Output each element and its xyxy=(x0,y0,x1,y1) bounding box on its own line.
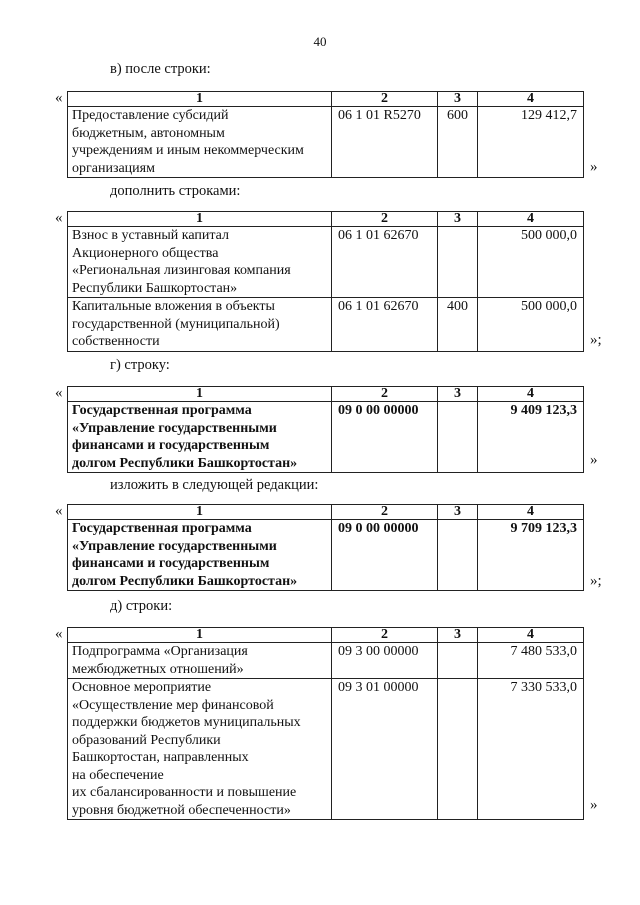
table-row xyxy=(68,520,584,591)
row-type xyxy=(438,402,478,473)
column-header: 2 xyxy=(332,212,438,227)
page-number: 40 xyxy=(313,34,327,49)
intro-text: д) строки: xyxy=(110,598,173,614)
column-header: 1 xyxy=(68,628,332,643)
row-amount: 7 480 533,0 xyxy=(478,643,584,679)
row-code: 06 1 01 R5270 xyxy=(332,107,438,178)
row-code: 09 0 00 00000 xyxy=(332,402,438,473)
row-name-line: «Управление государственными xyxy=(72,538,277,554)
row-code: 09 3 01 00000 xyxy=(332,679,438,820)
row-name-line: учреждениям и иным некоммерческим xyxy=(72,143,304,158)
row-name-line: их сбалансированности и повышение xyxy=(72,785,297,800)
column-header: 1 xyxy=(68,387,332,402)
column-header: 4 xyxy=(478,212,584,227)
row-name-line: Взнос в уставный капитал xyxy=(72,228,229,243)
row-code: 09 0 00 00000 xyxy=(332,520,438,591)
row-name xyxy=(68,227,332,298)
row-amount: 500 000,0 xyxy=(478,227,584,298)
budget-table xyxy=(67,627,584,820)
row-name-line: Башкортостан, направленных xyxy=(72,750,249,765)
column-header: 3 xyxy=(438,92,478,107)
column-header: 3 xyxy=(438,628,478,643)
column-header: 4 xyxy=(478,628,584,643)
column-header: 3 xyxy=(438,505,478,520)
close-quote: » xyxy=(590,159,598,175)
row-amount: 9 409 123,3 xyxy=(478,402,584,473)
table-row xyxy=(68,679,584,820)
row-amount: 500 000,0 xyxy=(478,298,584,352)
row-name-line: «Управление государственными xyxy=(72,420,277,436)
column-header: 4 xyxy=(478,505,584,520)
row-name-line: поддержки бюджетов муниципальных xyxy=(72,715,301,730)
row-type xyxy=(438,520,478,591)
row-amount: 7 330 533,0 xyxy=(478,679,584,820)
column-header: 2 xyxy=(332,628,438,643)
column-header: 4 xyxy=(478,387,584,402)
column-header: 1 xyxy=(68,92,332,107)
column-header: 2 xyxy=(332,387,438,402)
open-quote: « xyxy=(55,90,63,106)
close-quote: » xyxy=(590,797,598,813)
row-name-line: государственной (муниципальной) xyxy=(72,316,280,332)
budget-table xyxy=(67,91,584,178)
close-quote: »; xyxy=(590,332,602,348)
open-quote: « xyxy=(55,385,63,401)
row-type: 600 xyxy=(438,107,478,178)
column-header: 2 xyxy=(332,505,438,520)
row-name xyxy=(68,520,332,591)
budget-table xyxy=(67,504,584,591)
row-name-line: Республики Башкортостан» xyxy=(72,280,238,296)
row-amount: 129 412,7 xyxy=(478,107,584,178)
row-name-line: долгом Республики Башкортостан» xyxy=(72,573,298,589)
table-header xyxy=(68,628,584,643)
row-name xyxy=(68,107,332,178)
row-name-line: финансами и государственным xyxy=(72,438,270,453)
row-name-line: межбюджетных отношений» xyxy=(72,661,244,677)
intro-text: дополнить строками: xyxy=(110,183,241,199)
row-type: 400 xyxy=(438,298,478,352)
budget-table xyxy=(67,211,584,352)
row-type xyxy=(438,679,478,820)
row-name-line: долгом Республики Башкортостан» xyxy=(72,455,298,471)
open-quote: « xyxy=(55,626,63,642)
intro-text: в) после строки: xyxy=(110,61,211,77)
intro-text: г) строку: xyxy=(110,357,170,373)
column-header: 3 xyxy=(438,387,478,402)
row-name-line: Акционерного общества xyxy=(72,245,219,261)
row-code: 09 3 00 00000 xyxy=(332,643,438,679)
row-name-line: организациям xyxy=(72,160,155,176)
row-name-line: «Осуществление мер финансовой xyxy=(72,697,274,713)
column-header: 4 xyxy=(478,92,584,107)
intro-text: изложить в следующей редакции: xyxy=(110,477,319,493)
row-type xyxy=(438,227,478,298)
row-name-line: собственности xyxy=(72,334,160,349)
row-code: 06 1 01 62670 xyxy=(332,227,438,298)
table-row xyxy=(68,643,584,679)
row-name xyxy=(68,643,332,679)
row-name-line: Капитальные вложения в объекты xyxy=(72,299,275,314)
row-name xyxy=(68,679,332,820)
table-header xyxy=(68,505,584,520)
row-type xyxy=(438,643,478,679)
row-name-line: Предоставление субсидий xyxy=(72,108,229,123)
row-name xyxy=(68,298,332,352)
table-row xyxy=(68,402,584,473)
close-quote: » xyxy=(590,452,598,468)
row-name-line: Государственная программа xyxy=(72,521,252,536)
table-header xyxy=(68,212,584,227)
column-header: 1 xyxy=(68,505,332,520)
row-name-line: Подпрограмма «Организация xyxy=(72,644,248,659)
column-header: 1 xyxy=(68,212,332,227)
row-name-line: финансами и государственным xyxy=(72,556,270,571)
table-row xyxy=(68,227,584,298)
column-header: 3 xyxy=(438,212,478,227)
row-name-line: бюджетным, автономным xyxy=(72,125,225,141)
row-amount: 9 709 123,3 xyxy=(478,520,584,591)
row-name-line: на обеспечение xyxy=(72,767,164,783)
row-name xyxy=(68,402,332,473)
open-quote: « xyxy=(55,210,63,226)
column-header: 2 xyxy=(332,92,438,107)
budget-table xyxy=(67,386,584,473)
row-name-line: Основное мероприятие xyxy=(72,680,212,695)
table-header xyxy=(68,92,584,107)
table-row xyxy=(68,298,584,352)
row-code: 06 1 01 62670 xyxy=(332,298,438,352)
row-name-line: уровня бюджетной обеспеченности» xyxy=(72,802,291,818)
close-quote: »; xyxy=(590,573,602,589)
table-row xyxy=(68,107,584,178)
table-header xyxy=(68,387,584,402)
open-quote: « xyxy=(55,503,63,519)
row-name-line: «Региональная лизинговая компания xyxy=(72,263,291,278)
row-name-line: образований Республики xyxy=(72,732,221,748)
row-name-line: Государственная программа xyxy=(72,403,252,418)
